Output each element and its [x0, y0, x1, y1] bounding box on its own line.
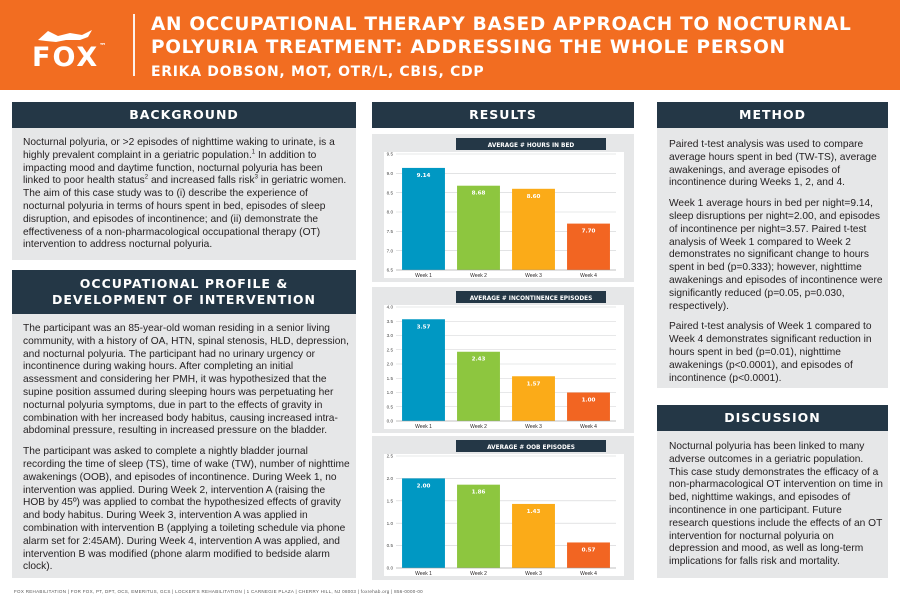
y-tick-label: 1.5: [386, 375, 393, 381]
y-tick-label: 2.0: [386, 361, 393, 367]
chart-incontinence: [372, 287, 634, 433]
method-paragraph-1: Paired t-test analysis was used to compare average hours spent in bed (TW-TS), average awakenings, and average episodes of incontinence during Weeks 1, 2, and 4.: [669, 139, 877, 189]
y-tick-label: 2.5: [386, 347, 393, 353]
bar-week-2: [457, 186, 500, 270]
bar-week-2: [457, 485, 500, 568]
poster-author: ERIKA DOBSON, MOT, OTR/L, CBIS, CDP: [151, 64, 485, 80]
chart-oob: [372, 436, 634, 580]
data-label: 7.70: [581, 228, 596, 235]
footer-text: FOX REHABILITATION | FOR FOX, PT, DPT, OCS, EMERITUS, GCS | LOCKER'S REHABILITATION | 1 CARNEGIE PLAZA | CHERRY HILL, NJ 08003 | foxrehab.org | 856-0000-00: [14, 589, 423, 594]
x-tick-label: Week 3: [525, 571, 542, 577]
chart-title: AVERAGE # HOURS IN BED: [487, 143, 575, 149]
data-label: 2.43: [471, 356, 486, 363]
profile-heading-line1: OCCUPATIONAL PROFILE &: [79, 276, 289, 291]
header-divider: [133, 14, 135, 76]
data-label: 1.43: [526, 508, 541, 515]
y-tick-label: 3.5: [386, 318, 393, 324]
bar-week-1: [402, 319, 445, 421]
chart-title: AVERAGE # OOB EPISODES: [487, 445, 575, 451]
discussion-text: [669, 441, 883, 577]
data-label: 3.57: [416, 324, 431, 331]
x-tick-label: Week 2: [470, 424, 487, 430]
x-tick-label: Week 3: [525, 424, 542, 430]
data-label: 1.57: [526, 381, 541, 388]
x-tick-label: Week 4: [580, 424, 597, 430]
y-tick-label: 4.0: [386, 304, 393, 310]
bar-week-4: [567, 542, 610, 568]
data-label: 8.68: [471, 190, 486, 197]
bar-week-3: [512, 189, 555, 270]
data-label: 0.57: [581, 547, 596, 554]
results-heading: RESULTS: [372, 102, 634, 128]
y-tick-label: 0.5: [386, 543, 393, 549]
y-tick-label: 8.5: [386, 190, 393, 196]
profile-text: [23, 323, 350, 582]
poster-title: AN OCCUPATIONAL THERAPY BASED APPROACH TO NOCTURNAL POLYURIA TREATMENT: ADDRESSING THE WHOLE PERSON: [151, 14, 852, 58]
x-tick-label: Week 1: [415, 571, 432, 577]
x-tick-label: Week 4: [580, 273, 597, 279]
x-tick-label: Week 4: [580, 571, 597, 577]
poster-header: [0, 0, 900, 90]
profile-heading: [12, 270, 356, 314]
data-label: 9.14: [416, 172, 431, 179]
fox-logo: [28, 28, 116, 72]
y-tick-label: 1.0: [386, 390, 393, 396]
data-label: 1.00: [581, 397, 596, 404]
y-tick-label: 3.0: [386, 333, 393, 339]
y-tick-label: 1.5: [386, 498, 393, 504]
method-paragraph-2: Week 1 average hours in bed per night=9.14, sleep disruptions per night=2.00, and episodes of incontinence per night=3.57. Paired t-test analysis of Week 1 compared to Week 2 demonstrates no significant change to hours spent in bed (p=0.333); however, nighttime awakenings and episodes of incontinence were significantly reduced (p=0.05, p=0.030, respectively).: [669, 198, 883, 312]
profile-paragraph-1: The participant was an 85-year-old woman residing in a senior living community, with a history of OA, HTN, spinal stenosis, HLD, depression, and nocturnal polyuria. The participant had no urinary urgency or incontinence during waking hours. After completing an initial assessment and considering her PMH, it was hypothesized that the supine position assumed during sleeping hours was perpetuating her nocturnal polyuria symptoms, due in part to the effects of gravity in combination with her increased body habitus, causing increased intra-abdominal pressure, resulting in increased pressure on the bladder.: [23, 323, 349, 437]
y-tick-label: 6.5: [386, 267, 393, 273]
method-paragraph-3: Paired t-test analysis of Week 1 compared to Week 4 demonstrates significant reduction in hours spent in bed (p=0.01), nighttime awakenings (p<0.0001), and episodes of incontinence (p<0.0001).: [669, 321, 872, 384]
y-tick-label: 0.5: [386, 404, 393, 410]
y-tick-label: 2.0: [386, 476, 393, 481]
background-text: Nocturnal polyuria, or >2 episodes of nighttime waking to urinate, is a highly prevalent complaint in a geriatric population.$^1$ In addition to impacting mood and daytime function, nocturnal polyuria has been linked to poor health status$^2$ and increased falls risk$^3$ in geriatric women. The aim of this case study was to (i) describe the experience of nocturnal polyuria in terms of hours spent in bed, episodes of sleep disruption, and episodes of incontinence; and (ii) demonstrate the effectiveness of a non-pharmacological occupational therapy (OT) intervention to address nocturnal polyuria.: [23, 137, 347, 251]
data-label: 8.60: [526, 193, 541, 200]
y-tick-label: 9.5: [386, 151, 393, 157]
y-tick-label: 2.5: [386, 453, 393, 459]
y-tick-label: 7.5: [386, 228, 393, 234]
bar-week-1: [402, 168, 445, 270]
y-tick-label: 1.0: [386, 520, 393, 526]
y-tick-label: 0.0: [386, 418, 393, 424]
discussion-heading: DISCUSSION: [657, 405, 888, 431]
chart-title: AVERAGE # INCONTINENCE EPISODES: [469, 296, 593, 302]
x-tick-label: Week 2: [470, 273, 487, 279]
x-tick-label: Week 2: [470, 571, 487, 577]
bar-week-1: [402, 478, 445, 568]
y-tick-label: 8.0: [386, 209, 393, 215]
profile-paragraph-2: The participant was asked to complete a nightly bladder journal recording the time of sleep (TS), time of wake (TW), number of nighttime awakenings (OOB), and episodes of incontinence. During Week 1, no intervention was applied. During Week 2, intervention A (raising the HOB by 45º) was applied to combat the hypothesized effects of gravity and body habitus. During Week 3, intervention A was applied in combination with intervention B (applying a toileting schedule via phone alarm set for 2:45AM). During Week 4, intervention A was applied, and intervention B was modified (phone alarm modified to bedside alarm clock).: [23, 446, 350, 573]
data-label: 2.00: [416, 483, 431, 490]
y-tick-label: 0.0: [386, 565, 393, 571]
chart-hours-in-bed: [372, 134, 634, 282]
discussion-paragraph: Nocturnal polyuria has been linked to many adverse outcomes in a geriatric population. This case study demonstrates the efficacy of a non-pharmacological OT intervention on time in bed, nighttime wakings, and episodes of incontinence in one participant. Future research questions include the effects of an OT intervention for nocturnal polyuria on depression and mood, as well as long-term implications for falls risk and mortality.: [669, 441, 883, 568]
data-label: 1.86: [471, 489, 486, 496]
x-tick-label: Week 3: [525, 273, 542, 279]
logo-wordmark: FOX™: [32, 42, 107, 73]
x-tick-label: Week 1: [415, 424, 432, 430]
profile-heading-line2: DEVELOPMENT OF INTERVENTION: [51, 292, 316, 307]
method-text: [669, 139, 883, 393]
y-tick-label: 7.0: [386, 248, 393, 254]
background-heading: BACKGROUND: [12, 102, 356, 128]
x-tick-label: Week 1: [415, 273, 432, 279]
y-tick-label: 9.0: [386, 170, 393, 176]
method-heading: METHOD: [657, 102, 888, 128]
